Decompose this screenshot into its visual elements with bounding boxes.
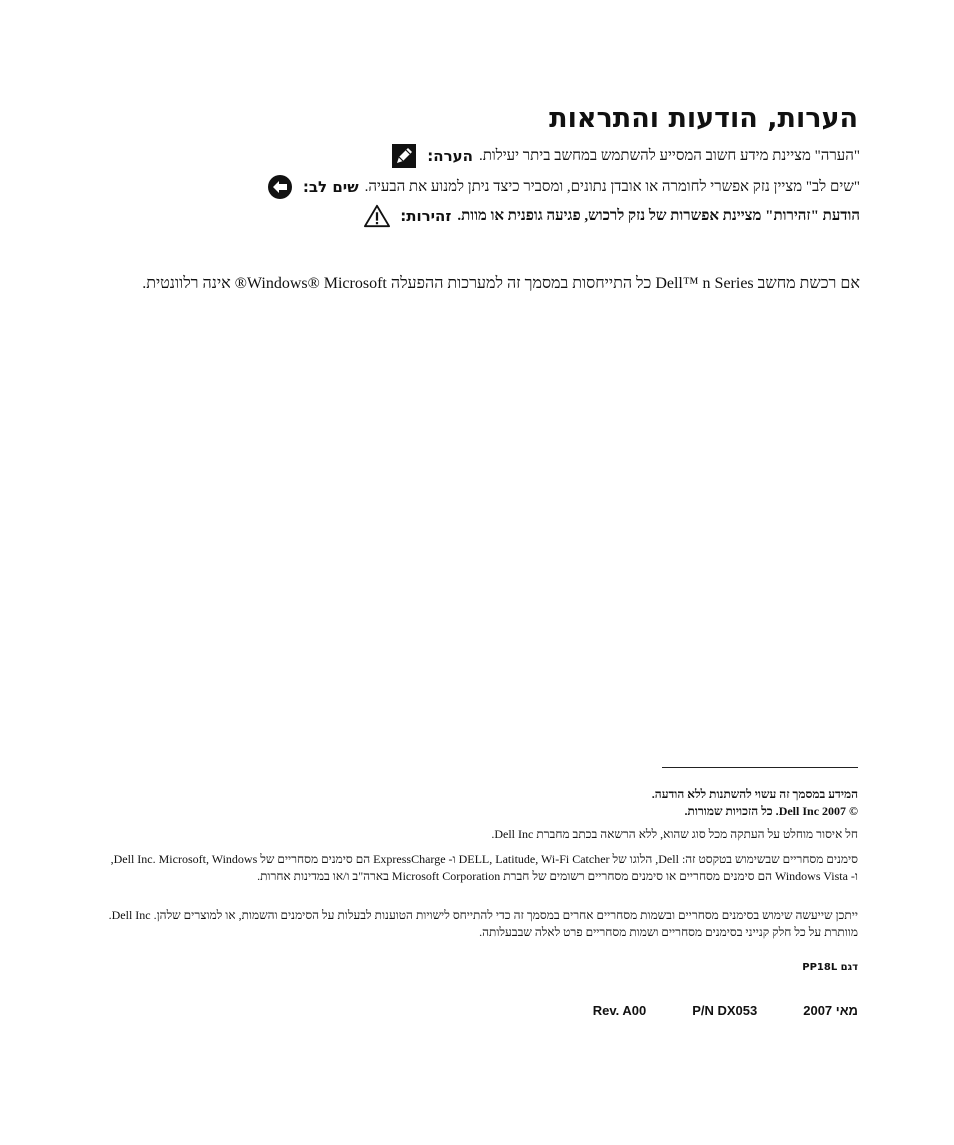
note-label: הערה: bbox=[427, 147, 473, 165]
caution-label: זהירות: bbox=[400, 207, 452, 225]
other-trademarks-notice bbox=[108, 907, 858, 941]
caution-notice bbox=[364, 203, 860, 229]
n-series-note: אם רכשת מחשב Dell™ n Series כל התייחסות במסמך זה למערכות ההפעלה Windows® Microsoft® אינה רלוונטית. bbox=[142, 275, 860, 292]
reproduction-notice bbox=[108, 826, 858, 843]
warning-triangle-icon bbox=[364, 203, 390, 229]
footer bbox=[593, 1003, 858, 1018]
caution-text: הודעת "זהירות" מציינת אפשרות של נזק לרכוש, פגיעה גופנית או מוות. bbox=[457, 207, 860, 224]
reproduction-text: חל איסור מוחלט על העתקה מכל סוג שהוא, ללא הרשאה בכתב מחברת Dell Inc. bbox=[491, 827, 858, 841]
hand-stop-icon bbox=[267, 174, 293, 200]
trademarks-notice bbox=[108, 851, 858, 885]
notice-text: "שים לב" מציין נזק אפשרי לחומרה או אובדן נתונים, ומסביר כיצד ניתן למנוע את הבעיה. bbox=[364, 178, 860, 195]
footer-date: מאי 2007 bbox=[803, 1003, 858, 1018]
pencil-note-icon bbox=[391, 143, 417, 169]
note-notice bbox=[391, 143, 860, 169]
legal-line-change: המידע במסמך זה עשוי להשתנות ללא הודעה. bbox=[651, 787, 858, 801]
divider-rule bbox=[662, 767, 858, 768]
notice-label: שים לב: bbox=[302, 178, 359, 196]
notice-notice bbox=[267, 174, 860, 200]
legal-line-copyright: © 2007 Dell Inc. כל הזכויות שמורות. bbox=[684, 804, 858, 818]
trademarks-text: סימנים מסחריים שבשימוש בטקסט זה: Dell, הלוגו של DELL, Latitude, Wi-Fi Catcher ו- ExpressCharge הם סימנים מסחריים של Dell Inc. Microsoft, Windows, ו- Windows Vista הם סימנים מסחריים או סימנים מסחריים רשומים של חברת Microsoft Corporation בארה"ב ו/או במדינות אחרות. bbox=[110, 852, 858, 883]
footer-part-number: P/N DX053 bbox=[692, 1003, 758, 1018]
page-title: הערות, הודעות והתראות bbox=[549, 103, 858, 134]
footer-revision: Rev. A00 bbox=[592, 1003, 647, 1018]
legal-header bbox=[108, 786, 858, 820]
model-number: דגם PP18L bbox=[802, 962, 858, 973]
note-text: "הערה" מציינת מידע חשוב המסייע להשתמש במחשב ביתר יעילות. bbox=[478, 147, 860, 164]
other-trademarks-text: ייתכן שייעשה שימוש בסימנים מסחריים ובשמות מסחריים אחרים במסמך זה כדי להתייחס לישויות הטוענות לבעלות על הסימנים והשמות, או למוצרים שלהן. Dell Inc. מוותרת על כל חלק קנייני בסימנים מסחריים ושמות מסחריים פרט לאלה שבבעלותה. bbox=[108, 908, 858, 939]
